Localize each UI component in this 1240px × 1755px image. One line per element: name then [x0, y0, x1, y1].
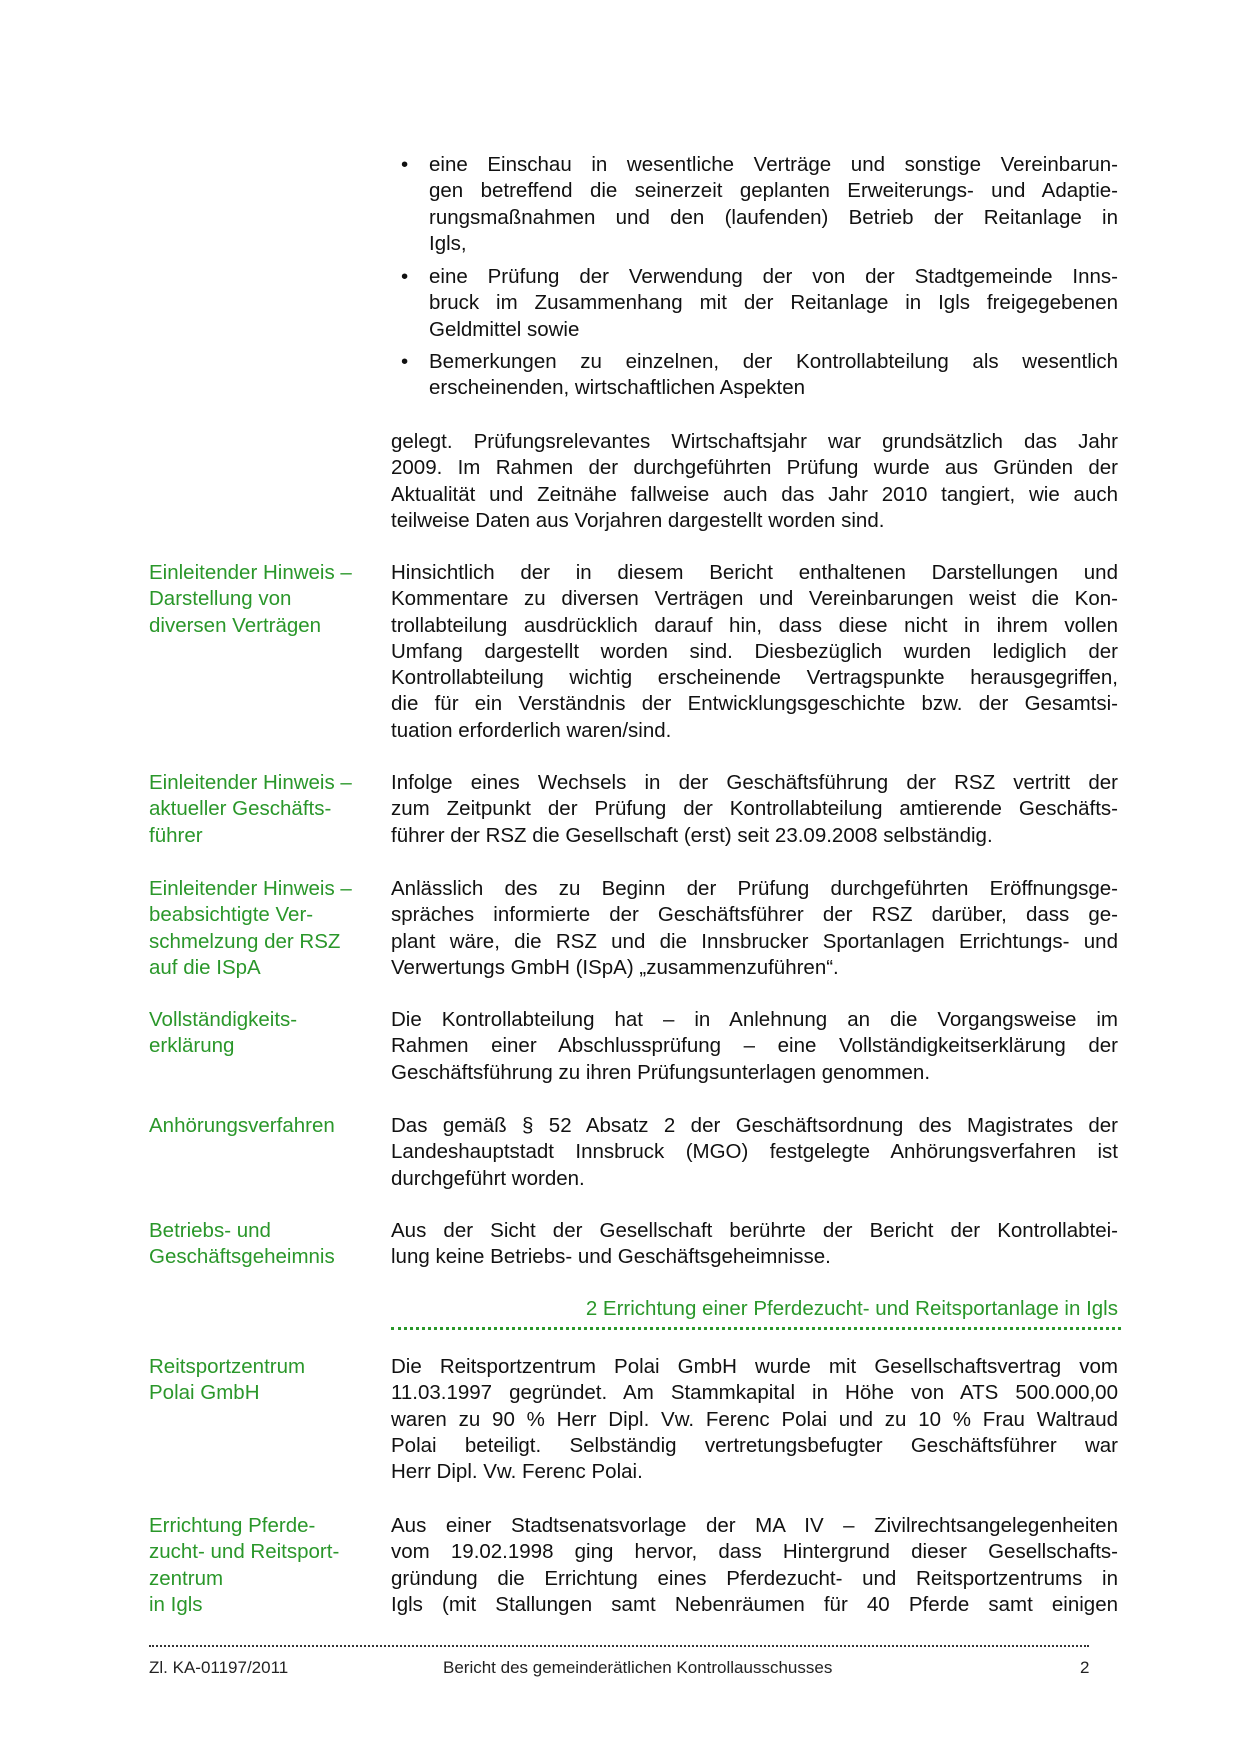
margin-label [149, 1218, 384, 1271]
text-line: aktueller Geschäfts- [149, 797, 332, 821]
section-paragraph [391, 1513, 1118, 1618]
text-line: führer der RSZ die Gesellschaft (erst) seit 23.09.2008 selbständig. [391, 823, 993, 847]
bullet-icon: • [401, 265, 409, 288]
text-line: 11.03.1997 gegründet. Am Stammkapital in Höhe von ATS 500.000,00 [391, 1381, 1118, 1405]
text-line: zum Zeitpunkt der Prüfung der Kontrollabteilung amtierende Geschäfts- [391, 797, 1118, 821]
bullet-item [391, 264, 1118, 343]
text-line: Kontrollabteilung wichtig erscheinende Vertragspunkte herausgegriffen, [391, 666, 1118, 690]
margin-label [149, 770, 384, 849]
text-line: zucht- und Reitsport- [149, 1540, 340, 1564]
text-line: Igls, [429, 231, 467, 255]
text-line: die für ein Verständnis der Entwicklungsgeschichte bzw. der Gesamtsi- [391, 692, 1118, 716]
text-line: 2009. Im Rahmen der durchgeführten Prüfung wurde aus Gründen der [391, 456, 1118, 480]
text-line: Rahmen einer Abschlussprüfung – eine Vollständigkeitserklärung der [391, 1034, 1118, 1058]
text-line: Einleitender Hinweis – [149, 877, 352, 900]
text-line: Einleitender Hinweis – [149, 771, 352, 794]
text-line: teilweise Daten aus Vorjahren dargestellt worden sind. [391, 508, 885, 532]
text-line: Geschäftsgeheimnis [149, 1245, 335, 1269]
text-line: Reitsportzentrum [149, 1355, 306, 1378]
text-line: spräches informierte der Geschäftsführer der RSZ darüber, dass ge- [391, 903, 1118, 927]
text-line: Infolge eines Wechsels in der Geschäftsführung der RSZ vertritt der [391, 771, 1118, 794]
margin-label [149, 1113, 384, 1139]
text-line: lung keine Betriebs- und Geschäftsgeheimnisse. [391, 1245, 831, 1269]
text-line: auf die ISpA [149, 955, 261, 979]
bullet-icon: • [401, 350, 409, 373]
bullet-item [391, 349, 1118, 402]
margin-label [149, 876, 384, 981]
text-line: erscheinenden, wirtschaftlichen Aspekten [429, 376, 806, 400]
text-line: schmelzung der RSZ [149, 929, 341, 953]
chapter-heading: 2 Errichtung einer Pferdezucht- und Reitsportanlage in Igls [585, 1297, 1118, 1320]
text-line: beabsichtigte Ver- [149, 903, 314, 927]
text-line: Die Kontrollabteilung hat – in Anlehnung an die Vorgangsweise im [391, 1008, 1118, 1031]
bullet-icon: • [401, 153, 409, 176]
text-line: diversen Verträgen [149, 613, 322, 637]
text-line: eine Einschau in wesentliche Verträge und sonstige Vereinbarun- [429, 153, 1118, 176]
section-paragraph [391, 560, 1118, 744]
text-line: Herr Dipl. Vw. Ferenc Polai. [391, 1460, 643, 1484]
text-line: zentrum [149, 1566, 224, 1590]
text-line: waren zu 90 % Herr Dipl. Vw. Ferenc Polai und zu 10 % Frau Waltraud [391, 1407, 1118, 1431]
text-line: Aktualität und Zeitnähe fallweise auch das Jahr 2010 tangiert, wie auch [391, 482, 1118, 506]
footer-reference: Zl. KA-01197/2011 [149, 1658, 289, 1677]
text-line: Igls (mit Stallungen samt Nebenräumen für 40 Pferde samt einigen [391, 1592, 1118, 1616]
bullet-text [429, 152, 1118, 257]
footer-dotted-rule [149, 1645, 1089, 1647]
section-paragraph [391, 1007, 1118, 1086]
page-number: 2 [1080, 1658, 1090, 1677]
text-line: Errichtung Pferde- [149, 1514, 316, 1537]
text-line: Hinsichtlich der in diesem Bericht enthaltenen Darstellungen und [391, 561, 1118, 584]
intro-paragraph [391, 429, 1118, 534]
margin-label [149, 1354, 384, 1407]
text-line: Polai GmbH [149, 1381, 260, 1405]
text-line: Verwertungs GmbH (ISpA) „zusammenzuführen“. [391, 955, 839, 979]
text-line: rungsmaßnahmen und den (laufenden) Betrieb der Reitanlage in [429, 205, 1118, 229]
text-line: Aus der Sicht der Gesellschaft berührte der Bericht der Kontrollabtei- [391, 1219, 1118, 1242]
text-line: gen betreffend die seinerzeit geplanten Erweiterungs- und Adaptie- [429, 179, 1118, 203]
text-line: Die Reitsportzentrum Polai GmbH wurde mit Gesellschaftsvertrag vom [391, 1355, 1118, 1378]
text-line: bruck im Zusammenhang mit der Reitanlage in Igls freigegebenen [429, 291, 1118, 315]
text-line: Das gemäß § 52 Absatz 2 der Geschäftsordnung des Magistrates der [391, 1114, 1118, 1137]
text-line: Betriebs- und [149, 1219, 271, 1242]
text-line: tuation erforderlich waren/sind. [391, 718, 672, 742]
text-line: Geldmittel sowie [429, 317, 580, 341]
margin-label [149, 560, 384, 639]
bullet-item [391, 152, 1118, 257]
text-line: gelegt. Prüfungsrelevantes Wirtschaftsjahr war grundsätzlich das Jahr [391, 430, 1118, 453]
text-line: Anlässlich des zu Beginn der Prüfung durchgeführten Eröffnungsge- [391, 877, 1118, 900]
text-line: durchgeführt worden. [391, 1166, 585, 1190]
section-paragraph [391, 1113, 1118, 1192]
section-paragraph [391, 1218, 1118, 1271]
text-line: Vollständigkeits- [149, 1008, 298, 1031]
text-line: Einleitender Hinweis – [149, 561, 352, 584]
bullet-text [429, 264, 1118, 343]
footer-title: Bericht des gemeinderätlichen Kontrollausschusses [443, 1658, 833, 1677]
text-line: plant wäre, die RSZ und die Innsbrucker Sportanlagen Errichtungs- und [391, 929, 1118, 953]
text-line: führer [149, 823, 203, 847]
text-line: Anhörungsverfahren [149, 1114, 335, 1137]
text-line: Geschäftsführung zu ihren Prüfungsunterlagen genommen. [391, 1060, 931, 1084]
heading-dotted-rule [391, 1327, 1121, 1330]
text-line: Aus einer Stadtsenatsvorlage der MA IV – Zivilrechtsangelegenheiten [391, 1514, 1118, 1537]
text-line: Bemerkungen zu einzelnen, der Kontrollabteilung als wesentlich [429, 350, 1118, 373]
section-paragraph [391, 876, 1118, 981]
text-line: Polai beteiligt. Selbständig vertretungsbefugter Geschäftsführer war [391, 1433, 1118, 1457]
text-line: Umfang dargestellt worden sind. Diesbezüglich wurden lediglich der [391, 639, 1118, 663]
margin-label [149, 1513, 384, 1618]
text-line: gründung die Errichtung eines Pferdezucht- und Reitsportzentrums in [391, 1566, 1118, 1590]
text-line: in Igls [149, 1592, 203, 1616]
text-line: trollabteilung ausdrücklich darauf hin, dass diese nicht in ihrem vollen [391, 613, 1118, 637]
margin-label [149, 1007, 384, 1060]
text-line: Darstellung von [149, 587, 292, 611]
text-line: Kommentare zu diversen Verträgen und Vereinbarungen weist die Kon- [391, 587, 1118, 611]
text-line: Landeshauptstadt Innsbruck (MGO) festgelegte Anhörungsverfahren ist [391, 1140, 1118, 1164]
text-line: vom 19.02.1998 ging hervor, dass Hintergrund dieser Gesellschafts- [391, 1540, 1118, 1564]
text-line: eine Prüfung der Verwendung der von der Stadtgemeinde Inns- [429, 265, 1118, 288]
section-paragraph [391, 770, 1118, 849]
text-line: erklärung [149, 1034, 235, 1058]
bullet-text [429, 349, 1118, 402]
section-paragraph [391, 1354, 1118, 1485]
